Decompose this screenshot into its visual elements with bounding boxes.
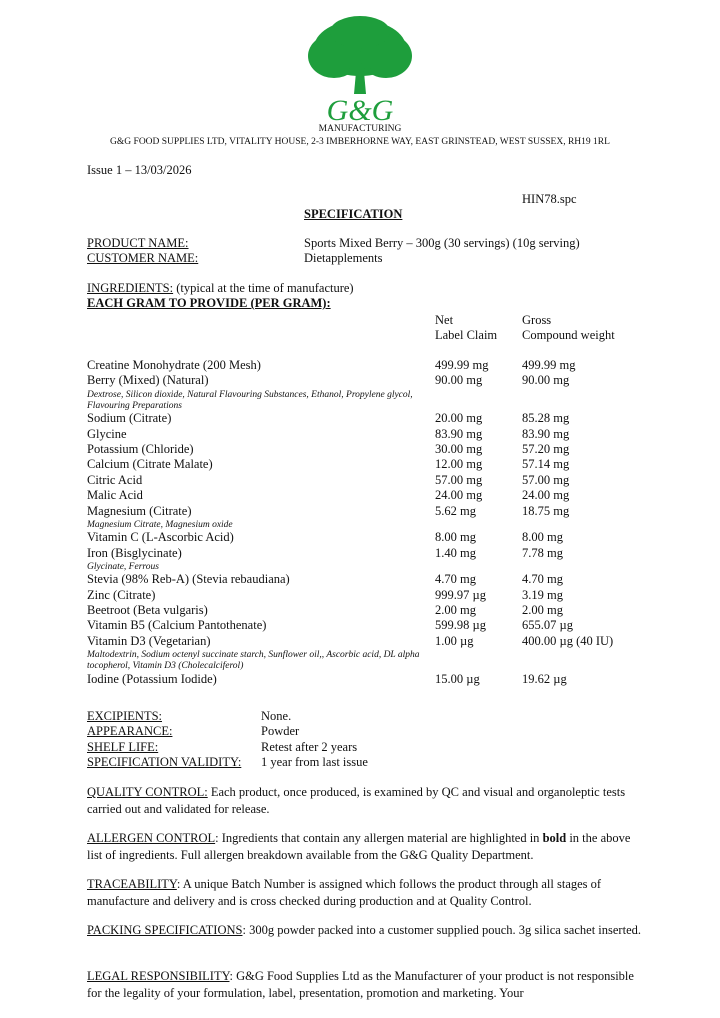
ingredient-name: Stevia (98% Reb-A) (Stevia rebaudiana) [87, 572, 290, 587]
ingredient-net-claim: 1.40 mg [435, 545, 476, 560]
ingredient-gross-weight: 4.70 mg [522, 572, 563, 587]
ingredient-name: Berry (Mixed) (Natural) [87, 373, 209, 388]
detail-value: Retest after 2 years [261, 739, 358, 754]
packing-text: : 300g powder packed into a customer supplied pouch. 3g silica sachet inserted. [242, 923, 641, 937]
ingredient-subnote: Dextrose, Silicon dioxide, Natural Flavouring Substances, Ethanol, Propylene glycol, [87, 389, 413, 400]
ingredient-gross-weight: 400.00 µg (40 IU) [522, 633, 614, 648]
quality-control-text: Each product, once produced, is examined by QC and visual and organoleptic tests carried out and validated for release. [87, 785, 626, 816]
ingredient-name: Citric Acid [87, 472, 143, 487]
packing-paragraph [87, 922, 647, 939]
ingredient-name: Iodine (Potassium Iodide) [87, 671, 217, 686]
compound-weight-header: Compound weight [522, 328, 615, 342]
ingredient-name: Vitamin C (L-Ascorbic Acid) [87, 530, 234, 545]
quality-control-label: QUALITY CONTROL: [87, 785, 208, 799]
ingredient-gross-weight: 2.00 mg [522, 603, 563, 617]
detail-value: 1 year from last issue [261, 754, 368, 769]
ingredient-gross-weight: 57.20 mg [522, 442, 570, 456]
ingredient-gross-weight: 655.07 µg [522, 618, 573, 633]
issue-date: Issue 1 – 13/03/2026 [87, 163, 192, 177]
ingredient-gross-weight: 499.99 mg [522, 358, 576, 372]
ingredient-name: Iron (Bisglycinate) [87, 545, 182, 560]
allergen-control-label: ALLERGEN CONTROL [87, 831, 216, 845]
ingredient-gross-weight: 7.78 mg [522, 545, 563, 560]
document-code: HIN78.spc [522, 192, 577, 206]
ingredient-net-claim: 499.99 mg [435, 358, 489, 372]
company-address: G&G FOOD SUPPLIES LTD, VITALITY HOUSE, 2-3 IMBERHORNE WAY, EAST GRINSTEAD, WEST SUSSEX, RH19 1RL [110, 137, 610, 147]
ingredient-net-claim: 599.98 µg [435, 618, 486, 633]
packing-label: PACKING SPECIFICATIONS [87, 923, 243, 937]
ingredient-name: Calcium (Citrate Malate) [87, 457, 213, 472]
ingredient-net-claim: 2.00 mg [435, 603, 476, 617]
traceability-paragraph [87, 876, 647, 910]
detail-value: Powder [261, 724, 300, 739]
ingredient-subnote: Magnesium Citrate, Magnesium oxide [87, 520, 233, 530]
ingredient-net-claim: 4.70 mg [435, 572, 476, 587]
ingredient-name: Malic Acid [87, 488, 143, 503]
manufacturing-label: MANUFACTURING [318, 124, 402, 134]
ingredient-net-claim: 83.90 mg [435, 426, 483, 441]
product-name-label: PRODUCT NAME: [87, 236, 189, 250]
ingredient-name: Creatine Monohydrate (200 Mesh) [87, 358, 261, 372]
ingredient-name: Vitamin D3 (Vegetarian) [87, 633, 211, 648]
ingredient-net-claim: 57.00 mg [435, 472, 483, 487]
ingredient-net-claim: 15.00 µg [435, 671, 480, 686]
traceability-text: : A unique Batch Number is assigned which follows the product through all stages of manufacture and delivery and is cross checked during production and at Quality Control. [87, 877, 602, 908]
quality-control-paragraph [87, 784, 647, 818]
ingredient-subnote: Maltodextrin, Sodium octenyl succinate starch, Sunflower oil,, Ascorbic acid, DL alpha [87, 650, 420, 661]
detail-label: SPECIFICATION VALIDITY: [87, 754, 242, 769]
ingredient-gross-weight: 18.75 mg [522, 503, 570, 518]
ingredient-net-claim: 90.00 mg [435, 373, 483, 388]
ingredient-gross-weight: 90.00 mg [522, 373, 570, 388]
customer-name-value: Dietapplements [304, 251, 383, 265]
ingredient-gross-weight: 8.00 mg [522, 530, 563, 545]
detail-label: APPEARANCE: [87, 724, 173, 739]
gross-header: Gross [522, 313, 552, 327]
allergen-control-paragraph [87, 830, 647, 864]
ingredients-label: INGREDIENTS: [87, 281, 174, 295]
ingredient-net-claim: 24.00 mg [435, 488, 483, 503]
ingredient-net-claim: 999.97 µg [435, 587, 486, 602]
ingredient-name: Potassium (Chloride) [87, 442, 194, 456]
legal-text: : G&G Food Supplies Ltd as the Manufacturer of your product is not responsible for the legality of your formulation, label, presentation, promotion and marketing. Your [87, 969, 634, 1000]
ingredient-gross-weight: 24.00 mg [522, 488, 570, 503]
ingredient-net-claim: 5.62 mg [435, 503, 476, 518]
ingredient-subnote: Glycinate, Ferrous [87, 562, 159, 572]
ingredient-gross-weight: 85.28 mg [522, 411, 570, 426]
allergen-text-1: : Ingredients that contain any allergen material are highlighted in [215, 831, 543, 845]
ingredient-name: Vitamin B5 (Calcium Pantothenate) [87, 618, 267, 633]
page-title: SPECIFICATION [304, 207, 403, 221]
detail-label: SHELF LIFE: [87, 739, 159, 754]
each-gram-heading: EACH GRAM TO PROVIDE (PER GRAM): [87, 296, 331, 310]
logo-text: G&G [326, 94, 394, 126]
allergen-text-2: in the above list of ingredients. Full allergen breakdown available from the G&G Quality Department. [87, 831, 631, 862]
traceability-label: TRACEABILITY [87, 877, 177, 891]
ingredient-gross-weight: 57.14 mg [522, 457, 570, 472]
ingredient-net-claim: 8.00 mg [435, 530, 476, 545]
ingredient-net-claim: 1.00 µg [435, 633, 474, 648]
ingredient-net-claim: 30.00 mg [435, 442, 483, 456]
ingredient-net-claim: 20.00 mg [435, 411, 483, 426]
ingredients-heading [87, 281, 354, 296]
detail-value: None. [261, 709, 292, 723]
ingredient-gross-weight: 3.19 mg [522, 587, 563, 602]
ingredient-name: Zinc (Citrate) [87, 587, 156, 602]
ingredient-net-claim: 12.00 mg [435, 457, 483, 472]
ingredient-gross-weight: 83.90 mg [522, 426, 570, 441]
allergen-bold-word: bold [542, 831, 567, 845]
tree-icon [308, 16, 412, 94]
label-claim-header: Label Claim [435, 328, 498, 342]
legal-label: LEGAL RESPONSIBILITY [87, 969, 230, 983]
company-logo [300, 14, 420, 126]
ingredient-name: Beetroot (Beta vulgaris) [87, 603, 208, 617]
ingredient-name: Magnesium (Citrate) [87, 503, 192, 518]
ingredient-subnote: tocopherol, Vitamin D3 (Cholecalciferol) [87, 661, 244, 672]
ingredient-name: Glycine [87, 426, 127, 441]
legal-paragraph [87, 968, 647, 1002]
detail-label: EXCIPIENTS: [87, 709, 162, 723]
ingredient-gross-weight: 19.62 µg [522, 671, 567, 686]
ingredient-subnote: Flavouring Preparations [87, 401, 182, 411]
customer-name-label: CUSTOMER NAME: [87, 251, 199, 265]
product-name-value: Sports Mixed Berry – 300g (30 servings) (10g serving) [304, 236, 580, 250]
ingredient-name: Sodium (Citrate) [87, 411, 172, 426]
net-header: Net [435, 313, 454, 327]
ingredient-gross-weight: 57.00 mg [522, 472, 570, 487]
ingredients-note: (typical at the time of manufacture) [173, 281, 354, 295]
